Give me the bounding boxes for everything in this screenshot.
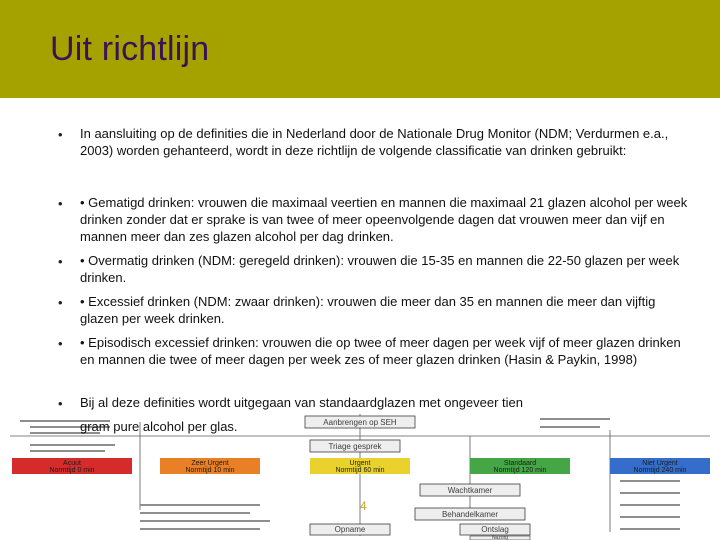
- bullet-marker: •: [58, 396, 63, 411]
- triage-zeer-urgent-name: Zeer Urgent: [191, 460, 229, 467]
- bullet-marker: •: [58, 196, 63, 211]
- triage-standaard-norm: Normtijd 120 min: [493, 467, 547, 474]
- flow-box-wachtkamer-label: Wachtkamer: [447, 486, 493, 495]
- flow-box-ontslag-label: Ontslag: [481, 525, 509, 534]
- triage-urgent-name: Urgent: [349, 460, 371, 467]
- bullet-text: • Episodisch excessief drinken: vrouwen die op twee of meer dagen per week vijf of meer glazen drinken en mannen die twee of meer dagen per week zes of meer glazen drinken (Hasin & Paykin, 1998): [80, 335, 681, 367]
- bullet-text-continuation: gram pure alcohol per glas.: [80, 419, 238, 434]
- bullet-marker: •: [58, 254, 63, 269]
- triage-urgent-norm: Normtijd 60 min: [335, 467, 385, 474]
- flow-box-aanbrengen-label: Aanbrengen op SEH: [323, 418, 397, 427]
- flow-box-opname-label: Opname: [334, 525, 366, 534]
- slide-title: Uit richtlijn: [50, 30, 210, 68]
- flow-box-triage-label: Triage gesprek: [328, 442, 382, 451]
- bullet-marker: •: [58, 295, 63, 310]
- flow-box-behandelkamer-label: Behandelkamer: [441, 510, 499, 519]
- flow-box-nazorg-label: Nazorg: [491, 535, 509, 540]
- bullet-text: • Overmatig drinken (NDM: geregeld drinken): vrouwen die 15-35 en mannen die 22-50 glazen per week drinken.: [80, 253, 680, 285]
- bullet-text: • Gematigd drinken: vrouwen die maximaal veertien en mannen die maximaal 21 glazen alcohol per week drinken zonder dat er sprake is van twee of meer opeenvolgende dagen dat vrouwen meer dan vijf en mannen meer dan zes glazen alcohol per dag drinken.: [80, 195, 688, 244]
- triage-acuut-name: Acuut: [63, 460, 81, 467]
- triage-acuut-norm: Normtijd 0 min: [49, 467, 95, 474]
- triage-standaard-name: Standaard: [503, 460, 537, 467]
- bullet-marker: •: [58, 336, 63, 351]
- bullet-text: Bij al deze definities wordt uitgegaan van standaardglazen met ongeveer tien: [80, 395, 524, 410]
- bullet-text: In aansluiting op de definities die in Nederland door de Nationale Drug Monitor (NDM; Verdurmen e.a., 2003) worden gehanteerd, wordt in deze richtlijn de volgende classificatie van drinken gebruikt:: [80, 126, 669, 158]
- page-number: 4: [360, 499, 367, 513]
- bullet-text: • Excessief drinken (NDM: zwaar drinken): vrouwen die meer dan 35 en mannen die meer dan vijftig glazen per week drinken.: [80, 294, 656, 326]
- bullet-marker: •: [58, 127, 63, 142]
- triage-niet-urgent-name: Niet Urgent: [642, 460, 678, 467]
- triage-niet-urgent-norm: Normtijd 240 min: [633, 467, 687, 474]
- triage-zeer-urgent-norm: Normtijd 10 min: [185, 467, 235, 474]
